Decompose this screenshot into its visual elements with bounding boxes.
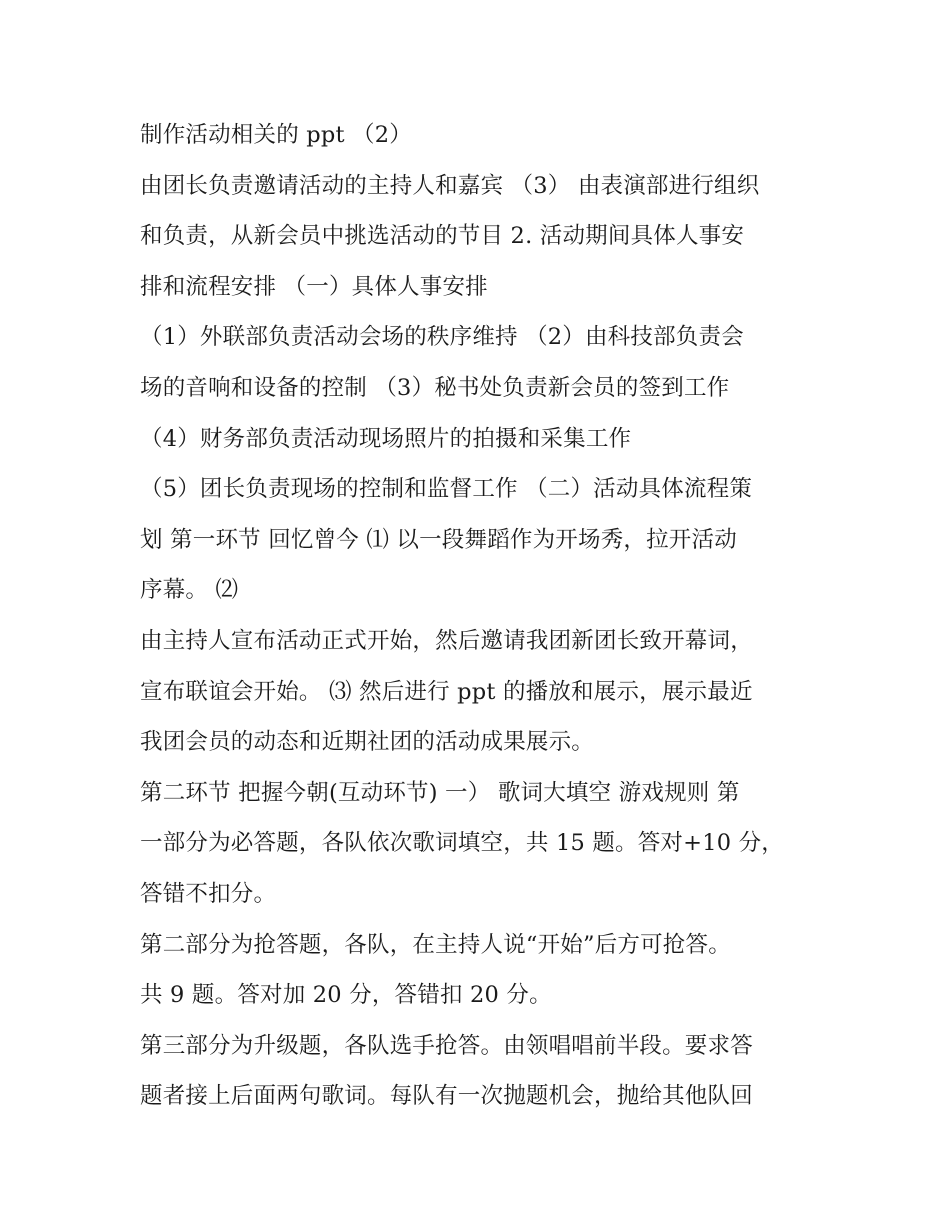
text-line: （1）外联部负责活动会场的秩序维持 （2）由科技部负责会 — [140, 324, 744, 351]
text-line: 第三部分为升级题，各队选手抢答。由领唱唱前半段。要求答 — [140, 1032, 753, 1059]
document-body — [140, 110, 820, 1122]
text-line: 我团会员的动态和近期社团的活动成果展示。 — [140, 729, 595, 756]
text-line: 序幕。 ⑵ — [140, 577, 239, 604]
text-line: 划 第一环节 回忆曾今 ⑴ 以一段舞蹈作为开场秀，拉开活动 — [140, 526, 737, 553]
text-line: 和负责，从新会员中挑选活动的节目 2. 活动期间具体人事安 — [140, 223, 745, 250]
text-line: （4）财务部负责活动现场照片的拍摄和采集工作 — [140, 425, 632, 452]
text-line: 第二环节 把握今朝(互动环节) 一） 歌词大填空 游戏规则 第 — [140, 779, 740, 806]
text-line: 答错不扣分。 — [140, 880, 277, 907]
text-line: 排和流程安排 （一）具体人事安排 — [140, 273, 488, 300]
text-line: 宣布联谊会开始。 ⑶ 然后进行 ppt 的播放和展示，展示最近 — [140, 678, 753, 705]
text-line: （5）团长负责现场的控制和监督工作 （二）活动具体流程策 — [140, 476, 753, 503]
text-line: 共 9 题。答对加 20 分，答错扣 20 分。 — [140, 982, 552, 1009]
text-line: 第二部分为抢答题，各队，在主持人说“开始”后方可抢答。 — [140, 931, 731, 958]
text-line: 题者接上后面两句歌词。每队有一次抛题机会，抛给其他队回 — [140, 1083, 753, 1110]
text-line: 由主持人宣布活动正式开始，然后邀请我团新团长致开幕词， — [140, 627, 753, 654]
text-line: 由团长负责邀请活动的主持人和嘉宾 （3） 由表演部进行组织 — [140, 172, 760, 199]
text-line: 一部分为必答题，各队依次歌词填空，共 15 题。答对+10 分， — [140, 830, 784, 857]
text-line: 场的音响和设备的控制 （3）秘书处负责新会员的签到工作 — [140, 374, 730, 401]
text-line: 制作活动相关的 ppt （2） — [140, 122, 412, 148]
